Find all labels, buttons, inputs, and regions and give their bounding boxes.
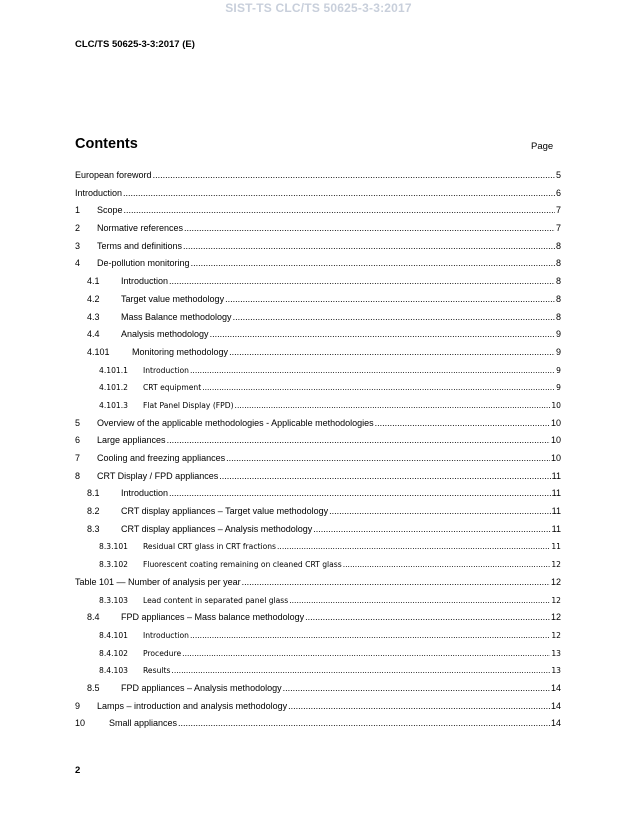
dot-leader <box>235 397 551 415</box>
toc-entry-page: 10 <box>550 435 561 446</box>
dot-leader <box>313 521 550 539</box>
dot-leader <box>219 468 550 486</box>
toc-entry[interactable] <box>75 362 561 380</box>
watermark: SIST-TS CLC/TS 50625-3-3:2017 <box>225 1 412 15</box>
toc-entry-number: 4.4 <box>87 329 100 340</box>
toc-entry[interactable] <box>75 662 561 680</box>
toc-entry[interactable] <box>75 609 561 627</box>
toc-entry-number: 8.3.102 <box>99 560 128 570</box>
toc-entry-page: 14 <box>550 682 561 693</box>
toc-entry[interactable] <box>75 326 561 344</box>
toc-entry-number: 8.3.103 <box>99 595 128 605</box>
dot-leader <box>305 609 550 627</box>
toc-entry-number: 4.1 <box>87 276 100 287</box>
dot-leader <box>277 538 550 556</box>
toc-entry-page: 14 <box>550 700 561 711</box>
toc-entry[interactable] <box>75 255 561 273</box>
toc-entry-number: 4.3 <box>87 311 100 322</box>
table-of-contents <box>75 167 561 733</box>
dot-leader <box>190 362 555 380</box>
toc-entry-label: Introduction <box>75 187 123 198</box>
toc-entry-page: 12 <box>551 630 561 640</box>
toc-entry-page: 12 <box>551 560 561 570</box>
toc-entry-label: Terms and definitions <box>97 240 183 251</box>
page-number: 2 <box>75 765 81 776</box>
toc-entry-label: Introduction <box>121 276 169 287</box>
toc-entry-page: 5 <box>555 170 561 180</box>
dot-leader <box>153 167 555 185</box>
dot-leader <box>123 185 555 203</box>
toc-entry[interactable] <box>75 379 561 397</box>
toc-entry-page: 14 <box>550 718 561 729</box>
toc-entry-number: 8.3.101 <box>99 542 128 552</box>
toc-entry[interactable] <box>75 202 561 220</box>
toc-entry-page: 9 <box>556 365 561 375</box>
toc-entry-number: 7 <box>75 453 81 463</box>
toc-entry-label: De-pollution monitoring <box>97 258 190 269</box>
toc-entry-label: Fluorescent coating remaining on cleaned CRT glass <box>143 560 342 570</box>
toc-entry-label: CRT Display / FPD appliances <box>97 470 219 481</box>
toc-entry-page: 11 <box>551 470 561 481</box>
toc-entry-number: 9 <box>75 700 81 711</box>
toc-entry-label: FPD appliances – Analysis methodology <box>121 682 282 693</box>
dot-leader <box>210 326 555 344</box>
dot-leader <box>169 485 551 503</box>
dot-leader <box>184 220 555 238</box>
toc-entry[interactable] <box>75 698 561 716</box>
dot-leader <box>229 344 555 362</box>
page-title: Contents <box>75 136 138 152</box>
toc-entry[interactable] <box>75 450 561 468</box>
document-id: CLC/TS 50625-3-3:2017 (E) <box>75 39 195 50</box>
toc-entry-number: 4.101 <box>87 346 110 357</box>
dot-leader <box>289 592 550 610</box>
toc-entry-label: Introduction <box>121 488 169 499</box>
toc-entry-label: CRT display appliances – Target value methodology <box>121 506 329 517</box>
toc-entry[interactable] <box>75 309 561 327</box>
toc-entry-number: 8.1 <box>87 488 100 499</box>
toc-entry[interactable] <box>75 185 561 203</box>
toc-entry-page: 12 <box>550 612 561 623</box>
toc-entry-label: Residual CRT glass in CRT fractions <box>143 542 277 552</box>
toc-entry-page: 8 <box>555 240 561 251</box>
dot-leader <box>375 415 550 433</box>
toc-entry-number: 4.2 <box>87 293 100 304</box>
toc-entry-page: 11 <box>551 523 561 534</box>
toc-entry[interactable] <box>75 167 561 185</box>
toc-entry-label: Small appliances <box>109 718 178 729</box>
dot-leader <box>233 309 555 327</box>
toc-entry-number: 8.4 <box>87 612 100 623</box>
toc-entry-page: 8 <box>555 311 561 322</box>
toc-entry-label: Results <box>143 666 171 676</box>
toc-entry-page: 7 <box>555 205 561 216</box>
toc-entry-page: 8 <box>555 293 561 304</box>
dot-leader <box>178 715 550 733</box>
toc-entry[interactable] <box>75 432 561 450</box>
toc-entry-label: Target value methodology <box>121 293 225 304</box>
toc-entry-number: 4.101.3 <box>99 400 128 410</box>
dot-leader <box>283 680 550 698</box>
toc-entry[interactable] <box>75 592 561 610</box>
toc-entry-page: 11 <box>551 488 561 499</box>
toc-entry[interactable] <box>75 715 561 733</box>
toc-entry-label: Analysis methodology <box>121 329 209 340</box>
toc-entry-label: Lamps – introduction and analysis methodology <box>97 700 288 711</box>
toc-entry[interactable] <box>75 415 561 433</box>
toc-entry[interactable] <box>75 680 561 698</box>
page-column-label: Page <box>531 141 554 152</box>
toc-entry-page: 12 <box>551 595 561 605</box>
toc-entry[interactable] <box>75 344 561 362</box>
toc-entry-page: 9 <box>555 346 561 357</box>
toc-entry-label: Flat Panel Display (FPD) <box>143 400 234 410</box>
dot-leader <box>202 379 555 397</box>
dot-leader <box>190 627 550 645</box>
dot-leader <box>343 556 551 574</box>
toc-entry-page: 13 <box>551 648 561 658</box>
toc-entry[interactable] <box>75 645 561 663</box>
toc-entry-label: Large appliances <box>97 435 166 446</box>
toc-entry-number: 8.5 <box>87 682 100 693</box>
dot-leader <box>226 450 550 468</box>
toc-entry[interactable] <box>75 521 561 539</box>
dot-leader <box>191 255 555 273</box>
toc-entry-label: Monitoring methodology <box>132 346 229 357</box>
toc-entry-label: Introduction <box>143 630 189 640</box>
toc-entry-page: 7 <box>555 223 561 234</box>
dot-leader <box>225 291 555 309</box>
toc-entry-label: Introduction <box>143 365 189 375</box>
dot-leader <box>182 645 550 663</box>
toc-entry[interactable] <box>75 556 561 574</box>
toc-entry-label: Procedure <box>143 648 182 658</box>
toc-entry[interactable] <box>75 574 561 592</box>
toc-entry-number: 5 <box>75 417 81 428</box>
toc-entry[interactable] <box>75 503 561 521</box>
toc-entry-page: 12 <box>550 576 561 587</box>
toc-entry[interactable] <box>75 220 561 238</box>
toc-entry-label: European foreword <box>75 170 152 180</box>
dot-leader <box>183 238 555 256</box>
toc-entry-number: 4 <box>75 258 81 269</box>
toc-entry-number: 1 <box>75 205 81 216</box>
toc-entry-page: 8 <box>555 258 561 269</box>
dot-leader <box>288 698 550 716</box>
toc-entry-label: CRT equipment <box>143 383 202 393</box>
toc-entry-page: 11 <box>551 506 561 517</box>
toc-entry-number: 2 <box>75 223 81 234</box>
dot-leader <box>242 574 550 592</box>
dot-leader <box>167 432 550 450</box>
toc-entry-label: Scope <box>97 205 123 216</box>
toc-entry-number: 8.3 <box>87 523 100 534</box>
toc-entry[interactable] <box>75 238 561 256</box>
toc-entry-page: 8 <box>555 276 561 287</box>
toc-entry-number: 4.101.2 <box>99 383 128 393</box>
toc-entry-page: 10 <box>550 453 561 463</box>
toc-entry-page: 9 <box>555 329 561 340</box>
toc-entry-label: CRT display appliances – Analysis methodology <box>121 523 313 534</box>
toc-entry-number: 8.2 <box>87 506 100 517</box>
toc-entry[interactable] <box>75 468 561 486</box>
toc-entry[interactable] <box>75 397 561 415</box>
dot-leader <box>171 662 550 680</box>
toc-entry-page: 11 <box>551 542 561 552</box>
toc-entry-label: Lead content in separated panel glass <box>143 595 289 605</box>
toc-entry-label: Normative references <box>97 223 184 234</box>
toc-entry-label: Mass Balance methodology <box>121 311 232 322</box>
dot-leader <box>169 273 555 291</box>
toc-entry-label: Table 101 — Number of analysis per year <box>75 576 241 587</box>
toc-entry-page: 10 <box>551 400 561 410</box>
toc-entry-number: 3 <box>75 240 81 251</box>
dot-leader <box>329 503 551 521</box>
toc-entry-number: 8.4.101 <box>99 630 128 640</box>
toc-entry-number: 10 <box>75 718 86 729</box>
toc-entry[interactable] <box>75 485 561 503</box>
toc-entry-number: 4.101.1 <box>99 365 128 375</box>
toc-entry[interactable] <box>75 273 561 291</box>
toc-entry-page: 6 <box>555 187 561 198</box>
toc-entry-number: 8 <box>75 470 81 481</box>
toc-entry-number: 6 <box>75 435 81 446</box>
toc-entry-label: Cooling and freezing appliances <box>97 453 226 463</box>
toc-entry-number: 8.4.102 <box>99 648 128 658</box>
toc-entry[interactable] <box>75 627 561 645</box>
toc-entry-page: 10 <box>550 417 561 428</box>
toc-entry-label: FPD appliances – Mass balance methodology <box>121 612 305 623</box>
toc-entry-page: 9 <box>556 383 561 393</box>
toc-entry[interactable] <box>75 538 561 556</box>
toc-entry-label: Overview of the applicable methodologies - Applicable methodologies <box>97 417 374 428</box>
toc-entry-page: 13 <box>551 666 561 676</box>
dot-leader <box>124 202 555 220</box>
toc-entry[interactable] <box>75 291 561 309</box>
toc-entry-number: 8.4.103 <box>99 666 128 676</box>
